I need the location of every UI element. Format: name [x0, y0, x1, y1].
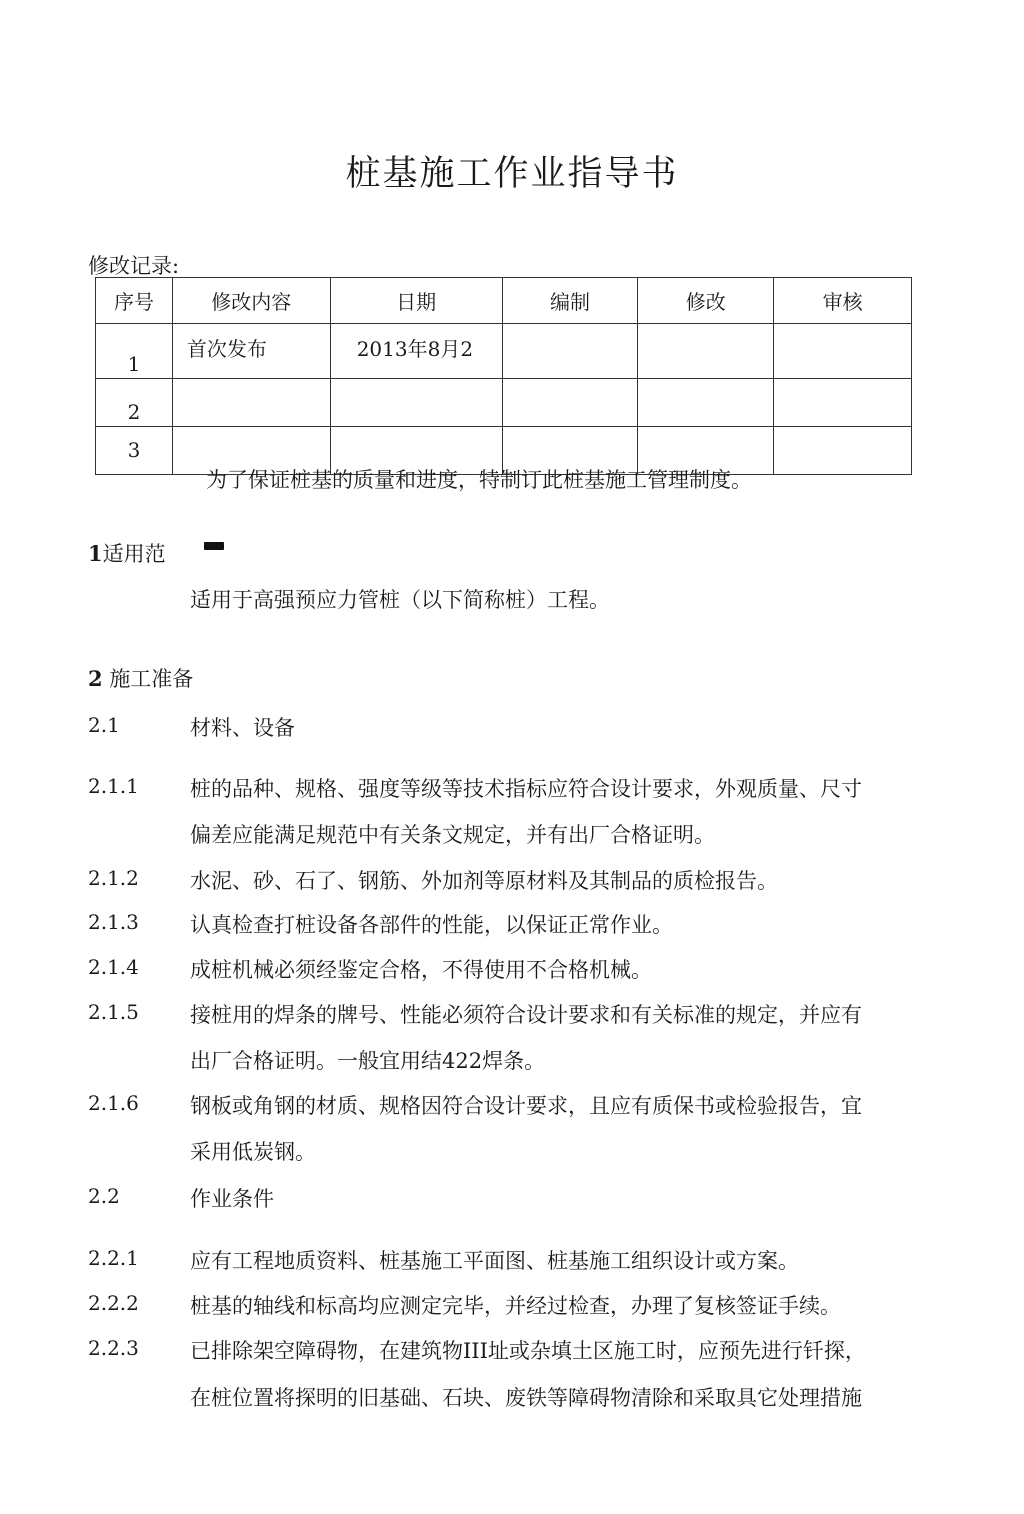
item-line: 偏差应能满足规范中有关条文规定，并有出厂合格证明。: [190, 823, 715, 847]
section-2-title: 施工准备: [109, 667, 194, 691]
row-date: 2013年8月2: [330, 324, 502, 379]
table-row: [96, 324, 912, 379]
row-author: [502, 379, 638, 427]
row-seq: 2: [96, 379, 173, 427]
row-review: [774, 379, 912, 427]
item-number: 2.1.3: [88, 910, 139, 934]
section-1-number: 1: [88, 541, 103, 566]
item-number: 2.2.2: [88, 1291, 139, 1315]
redaction-mark: [204, 542, 224, 550]
item-line: 桩的品种、规格、强度等级等技术指标应符合设计要求，外观质量、尺寸: [190, 777, 862, 801]
item-line: 在桩位置将探明的旧基础、石块、废铁等障碍物清除和采取具它处理措施: [190, 1386, 862, 1410]
item-line: 成桩机械必须经鉴定合格，不得使用不合格机械。: [190, 958, 652, 982]
row-date: [330, 379, 502, 427]
item-number: 2.2.1: [88, 1246, 139, 1270]
section-2-number: 2: [88, 666, 103, 691]
document-title: 桩基施工作业指导书: [345, 154, 679, 194]
section-1-title: 适用范: [102, 542, 166, 566]
item-number: 2.2: [88, 1184, 120, 1208]
item-number: 2.1.5: [88, 1000, 139, 1024]
item-line: 钢板或角钢的材质、规格因符合设计要求，且应有质保书或检验报告，宜: [190, 1094, 862, 1118]
item-line: 桩基的轴线和标高均应测定完毕，并经过检查，办理了复核签证手续。: [190, 1294, 841, 1318]
intro-paragraph: 为了保证桩基的质量和进度，特制订此桩基施工管理制度。: [206, 468, 752, 492]
header-cell-content: 修改内容: [172, 278, 330, 324]
row-review: [774, 427, 912, 475]
item-number: 2.1.4: [88, 955, 139, 979]
revision-table-header-row: [96, 278, 912, 324]
revision-record-label: 修改记录:: [88, 254, 180, 278]
item-line: 出厂合格证明。一般宜用结422焊条。: [190, 1049, 546, 1073]
row-content: [172, 379, 330, 427]
item-number: 2.1.2: [88, 866, 139, 890]
header-cell-date: 日期: [330, 278, 502, 324]
item-line: 接桩用的焊条的牌号、性能必须符合设计要求和有关标准的规定，并应有: [190, 1003, 862, 1027]
header-cell-review: 审核: [774, 278, 912, 324]
item-line: 已排除架空障碍物，在建筑物III址或杂填土区施工时，应预先进行钎探，: [190, 1339, 866, 1363]
section-2-heading: [88, 663, 193, 693]
row-modify: [638, 379, 774, 427]
row-seq: 1: [96, 324, 173, 379]
section-1-heading: [88, 538, 166, 568]
revision-table: [95, 277, 912, 475]
item-number: 2.2.3: [88, 1336, 139, 1360]
table-row: [96, 379, 912, 427]
item-number: 2.1.6: [88, 1091, 139, 1115]
item-line: 采用低炭钢。: [190, 1140, 316, 1164]
row-author: [502, 324, 638, 379]
item-line: 应有工程地质资料、桩基施工平面图、桩基施工组织设计或方案。: [190, 1249, 799, 1273]
header-cell-seq: 序号: [96, 278, 173, 324]
item-number: 2.1: [88, 713, 120, 737]
item-number: 2.1.1: [88, 774, 139, 798]
item-line: 作业条件: [190, 1187, 274, 1211]
header-cell-modify: 修改: [638, 278, 774, 324]
item-line: 水泥、砂、石了、钢筋、外加剂等原材料及其制品的质检报告。: [190, 869, 778, 893]
item-line: 认真检查打桩设备各部件的性能，以保证正常作业。: [190, 913, 673, 937]
row-review: [774, 324, 912, 379]
header-cell-author: 编制: [502, 278, 638, 324]
section-1-text: 适用于高强预应力管桩（以下简称桩）工程。: [190, 588, 610, 612]
row-modify: [638, 324, 774, 379]
row-content: 首次发布: [172, 324, 330, 379]
row-seq: 3: [96, 427, 173, 475]
item-line: 材料、设备: [190, 716, 295, 740]
